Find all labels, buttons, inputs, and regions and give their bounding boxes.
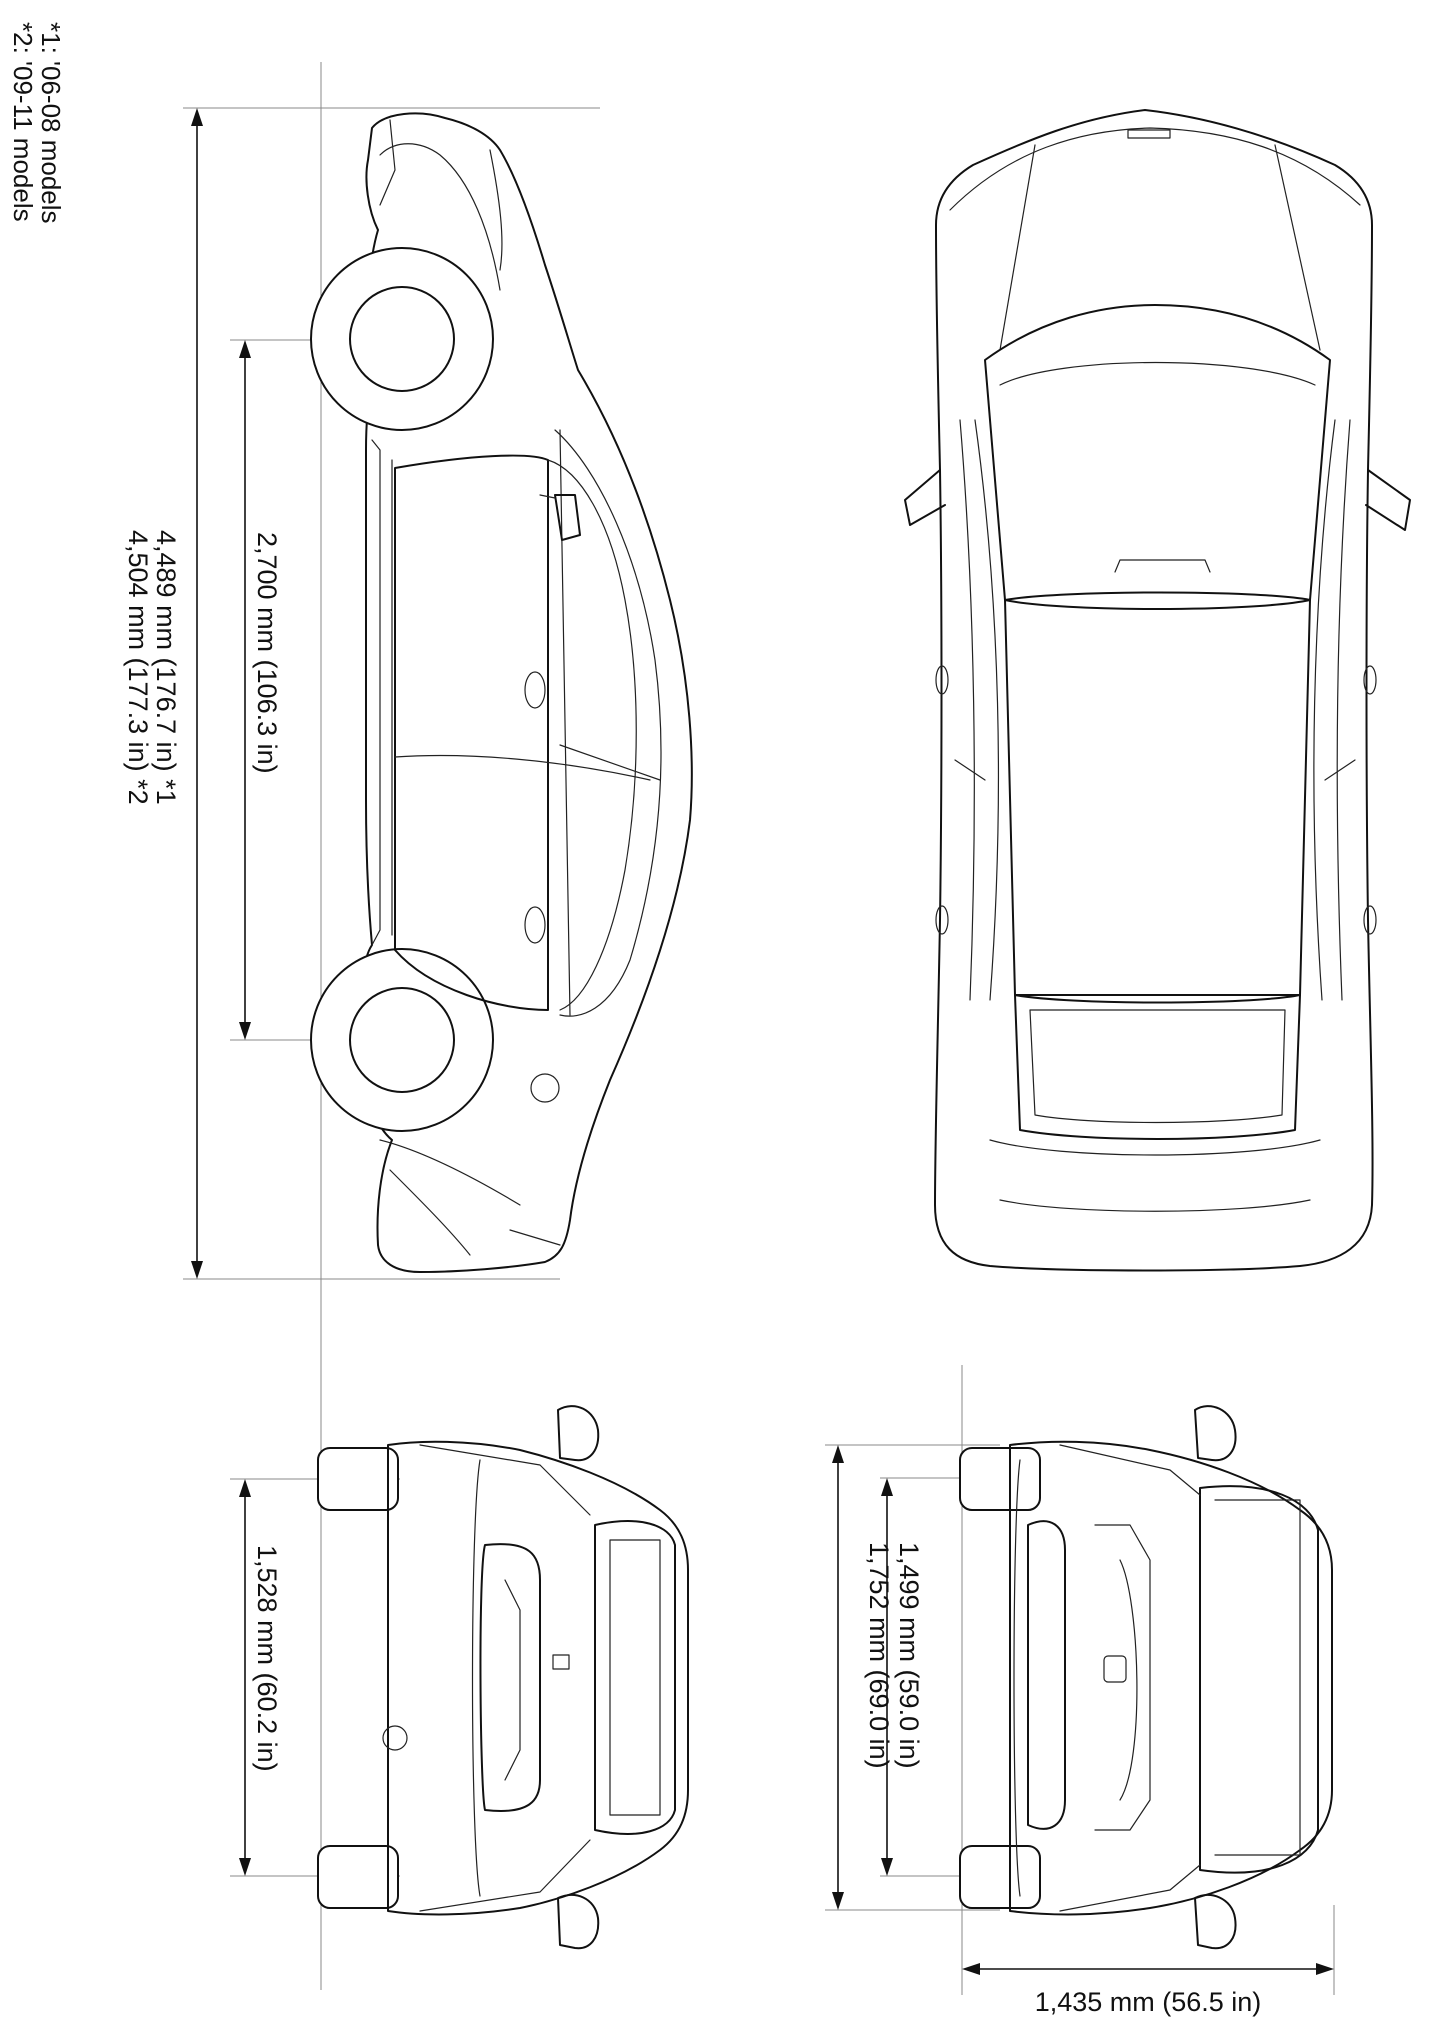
footnote-2: *2: '09-11 models: [8, 22, 38, 222]
front-track-dimension: [880, 1478, 1000, 1876]
overall-height-dimension: [962, 1963, 1334, 2017]
rear-track-dimension: [230, 1479, 400, 1876]
side-view: [311, 113, 692, 1272]
front-track-label: 1,499 mm (59.0 in): [894, 1542, 924, 1769]
footnote-1: *1: '06-08 models: [36, 22, 66, 224]
rear-view: [318, 1406, 688, 1948]
overall-height-label: 1,435 mm (56.5 in): [1034, 1987, 1262, 2017]
overall-width-label: 1,752 mm (69.0 in): [864, 1542, 894, 1769]
footnotes: [8, 22, 66, 224]
overall-length-label-1: 4,489 mm (176.7 in) *1: [151, 530, 181, 805]
wheelbase-label: 2,700 mm (106.3 in): [252, 532, 282, 774]
wheelbase-dimension: [230, 340, 400, 1040]
rear-track-label: 1,528 mm (60.2 in): [252, 1545, 282, 1772]
overall-length-label-2: 4,504 mm (177.3 in) *2: [123, 530, 153, 805]
front-view: [960, 1365, 1334, 1995]
overall-length-dimension: [123, 108, 203, 1279]
top-view: [905, 110, 1410, 1271]
